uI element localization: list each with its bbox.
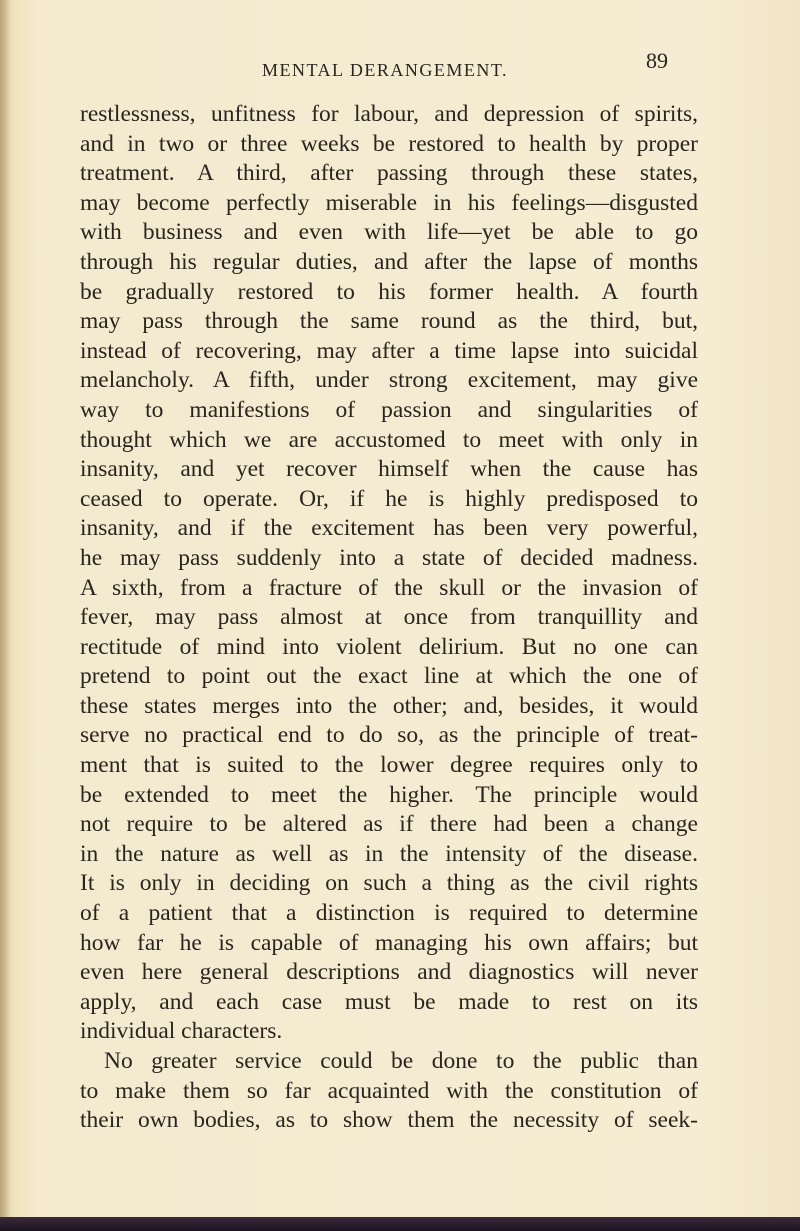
- text-line: instead of recovering, may after a time lapse into suicidal: [80, 337, 698, 364]
- text-line: their own bodies, as to show them the necessity of seek-: [80, 1107, 698, 1134]
- page-bottom-edge: [0, 1217, 800, 1231]
- text-line: insanity, and if the excitement has been very powerful,: [80, 515, 698, 542]
- running-head: MENTAL DERANGEMENT.: [262, 60, 509, 80]
- text-line: ment that is suited to the lower degree requires only to: [80, 752, 698, 779]
- text-line: way to manifestions of passion and singularities of: [80, 396, 698, 423]
- text-line: in the nature as well as in the intensity of the disease.: [80, 840, 698, 867]
- text-line: serve no practical end to do so, as the principle of treat-: [80, 722, 698, 749]
- page-number: 89: [646, 48, 668, 73]
- text-line: through his regular duties, and after the lapse of months: [80, 248, 698, 275]
- text-line: restlessness, unfitness for labour, and depression of spirits,: [80, 101, 698, 127]
- text-line: thought which we are accustomed to meet with only in: [80, 426, 698, 453]
- text-line: of a patient that a distinction is required to determine: [80, 900, 698, 927]
- text-line: and in two or three weeks be restored to health by proper: [80, 130, 698, 157]
- text-line: these states merges into the other; and, besides, it would: [80, 692, 698, 719]
- body-text: [80, 100, 698, 1136]
- text-line: even here general descriptions and diagnostics will never: [80, 959, 698, 986]
- text-line: It is only in deciding on such a thing as the civil rights: [80, 870, 698, 897]
- text-line: with business and even with life—yet be able to go: [80, 219, 698, 246]
- text-line: melancholy. A fifth, under strong excitement, may give: [80, 367, 698, 394]
- text-line: be gradually restored to his former health. A fourth: [80, 278, 698, 305]
- text-line: apply, and each case must be made to rest on its: [80, 988, 698, 1015]
- text-line: rectitude of mind into violent delirium. But no one can: [80, 633, 698, 660]
- text-line: may become perfectly miserable in his feelings—disgusted: [80, 189, 698, 216]
- text-line: not require to be altered as if there had been a change: [80, 811, 698, 838]
- text-line: ceased to operate. Or, if he is highly predisposed to: [80, 485, 698, 512]
- text-line: to make them so far acquainted with the constitution of: [80, 1077, 698, 1104]
- text-line: he may pass suddenly into a state of decided madness.: [80, 544, 698, 571]
- text-line: pretend to point out the exact line at which the one of: [80, 663, 698, 690]
- text-line: be extended to meet the higher. The principle would: [80, 781, 698, 808]
- text-line: treatment. A third, after passing through these states,: [80, 160, 698, 187]
- text-line: how far he is capable of managing his own affairs; but: [80, 929, 698, 956]
- text-line: A sixth, from a fracture of the skull or the invasion of: [80, 574, 698, 601]
- gutter-shadow: [0, 0, 10, 1231]
- text-line: insanity, and yet recover himself when the cause has: [80, 456, 698, 483]
- text-line: No greater service could be done to the public than: [104, 1048, 698, 1074]
- text-line: may pass through the same round as the third, but,: [80, 308, 698, 335]
- text-line: individual characters.: [80, 1018, 283, 1045]
- text-line: fever, may pass almost at once from tranquillity and: [80, 604, 698, 631]
